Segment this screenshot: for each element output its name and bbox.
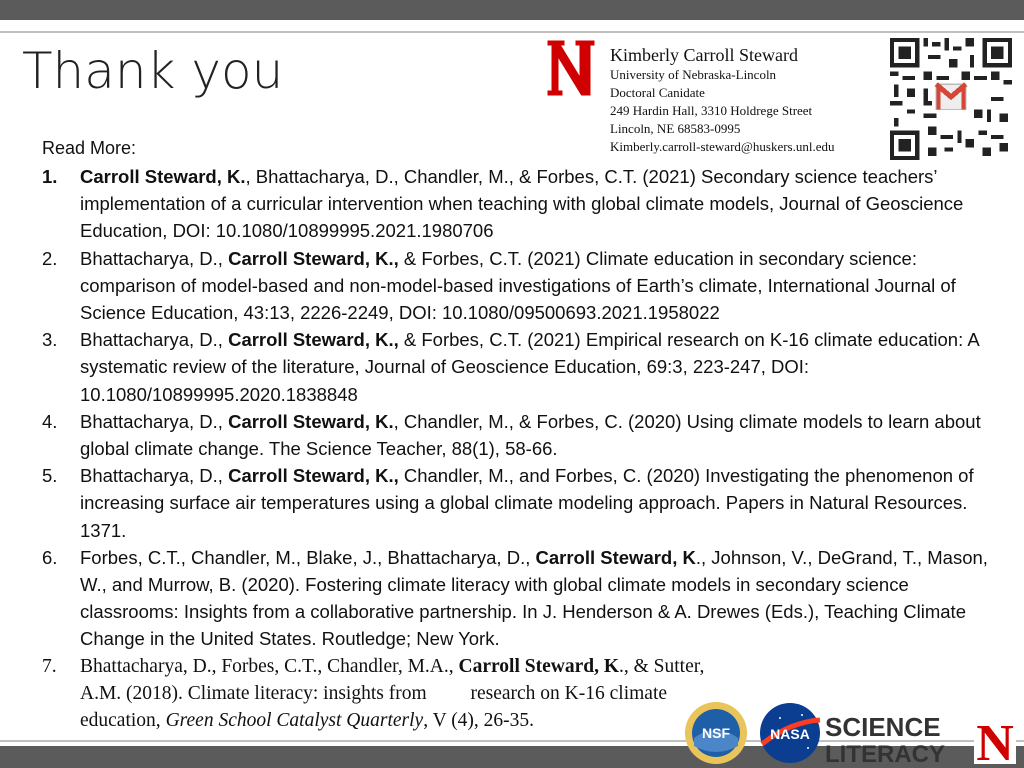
nsf-logo: [685, 702, 747, 764]
reference-item: 1. Carroll Steward, K., Bhattacharya, D., Chandler, M., & Forbes, C.T. (2021) Secondary science teachers’ implementation of a curricular intervention when teaching with global climate models, Journal of Geoscience Education, DOI: 10.1080/10899995.2021.1980706: [42, 163, 1012, 245]
partner-logos: [680, 700, 1020, 766]
reference-number: 7.: [42, 655, 57, 677]
author-highlight: Carroll Steward, K.: [80, 166, 246, 187]
nebraska-n-small-logo: [974, 714, 1016, 766]
reference-number: 6.: [42, 546, 58, 568]
reference-item: 6. Forbes, C.T., Chandler, M., Blake, J., Bhattacharya, D., Carroll Steward, K., Johnson, V., DeGrand, T., Mason, W., and Murrow, B. (2020). Fostering climate literacy with global climate models in secondary science classrooms: Insights from a collaborative partnership. In J. Henderson & A. Drewes (Eds.), Teaching Climate Change in the United States. Routledge; New York.: [42, 544, 1012, 653]
top-bar: [0, 0, 1024, 20]
reference-item: 2. Bhattacharya, D., Carroll Steward, K., & Forbes, C.T. (2021) Climate education in secondary science: comparison of model-based and non-model-based investigations of Earth’s climate, International Journal of Science Education, 43:13, 2226-2249, DOI: 10.1080/09500693.2021.1958022: [42, 245, 1012, 327]
reference-item: 7. Bhattacharya, D., Forbes, C.T., Chandler, M.A., Carroll Steward, K., & Sutter, A.M. (2018). Climate literacy: insights from research on K-16 climate education, Green School Catalyst Quarterly, V (4), 26-35.: [42, 653, 1012, 734]
author-highlight: Carroll Steward, K: [535, 546, 696, 568]
literacy-text: LITERACY: [825, 741, 945, 766]
contact-name: Kimberly Carroll Steward: [610, 45, 798, 65]
author-highlight: Carroll Steward, K: [458, 655, 619, 677]
top-divider: [0, 31, 1024, 33]
contact-role: Doctoral Canidate: [610, 85, 705, 100]
reference-item: 4. Bhattacharya, D., Carroll Steward, K., Chandler, M., & Forbes, C. (2020) Using climate models to learn about global climate change. The Science Teacher, 88(1), 58-66.: [42, 408, 1012, 462]
nebraska-n-logo: [545, 36, 597, 100]
contact-email[interactable]: Kimberly.carroll-steward@huskers.unl.edu: [610, 139, 835, 154]
slide-title: Thank you: [22, 42, 284, 100]
author-highlight: Carroll Steward, K.,: [228, 465, 399, 487]
nasa-text: NASA: [770, 726, 810, 742]
reference-number: 5.: [42, 465, 58, 487]
nasa-logo: [760, 703, 820, 763]
reference-number: 2.: [42, 247, 58, 269]
reference-number: 4.: [42, 410, 58, 432]
science-literacy-logo: [825, 712, 945, 766]
contact-university: University of Nebraska-Lincoln: [610, 67, 777, 82]
author-highlight: Carroll Steward, K.,: [228, 329, 399, 351]
author-highlight: Carroll Steward, K.: [228, 410, 394, 432]
reference-number: 3.: [42, 329, 58, 351]
reference-item: 5. Bhattacharya, D., Carroll Steward, K., Chandler, M., and Forbes, C. (2020) Investigating the phenomenon of increasing surface air temperatures using a global climate modeling approach. Papers in Natural Resources. 1371.: [42, 462, 1012, 544]
science-text: SCIENCE: [825, 712, 941, 742]
author-highlight: Carroll Steward, K.,: [228, 247, 399, 269]
reference-list: [42, 163, 1012, 734]
contact-address: 249 Hardin Hall, 3310 Holdrege Street: [610, 103, 813, 118]
reference-number: 1.: [42, 166, 58, 187]
nebraska-text: N: [976, 715, 1014, 766]
contact-block: [610, 44, 834, 156]
nsf-text: NSF: [702, 725, 730, 741]
reference-item: 3. Bhattacharya, D., Carroll Steward, K., & Forbes, C.T. (2021) Empirical research on K-16 climate education: A systematic review of the literature, Journal of Geoscience Education, 69:3, 223-247, DOI: 10.1080/10899995.2020.1838848: [42, 326, 1012, 408]
qr-code[interactable]: [890, 38, 1012, 160]
read-more-label: Read More:: [42, 138, 137, 158]
contact-city: Lincoln, NE 68583-0995: [610, 121, 741, 136]
journal-title: Green School Catalyst Quarterly: [165, 709, 424, 731]
